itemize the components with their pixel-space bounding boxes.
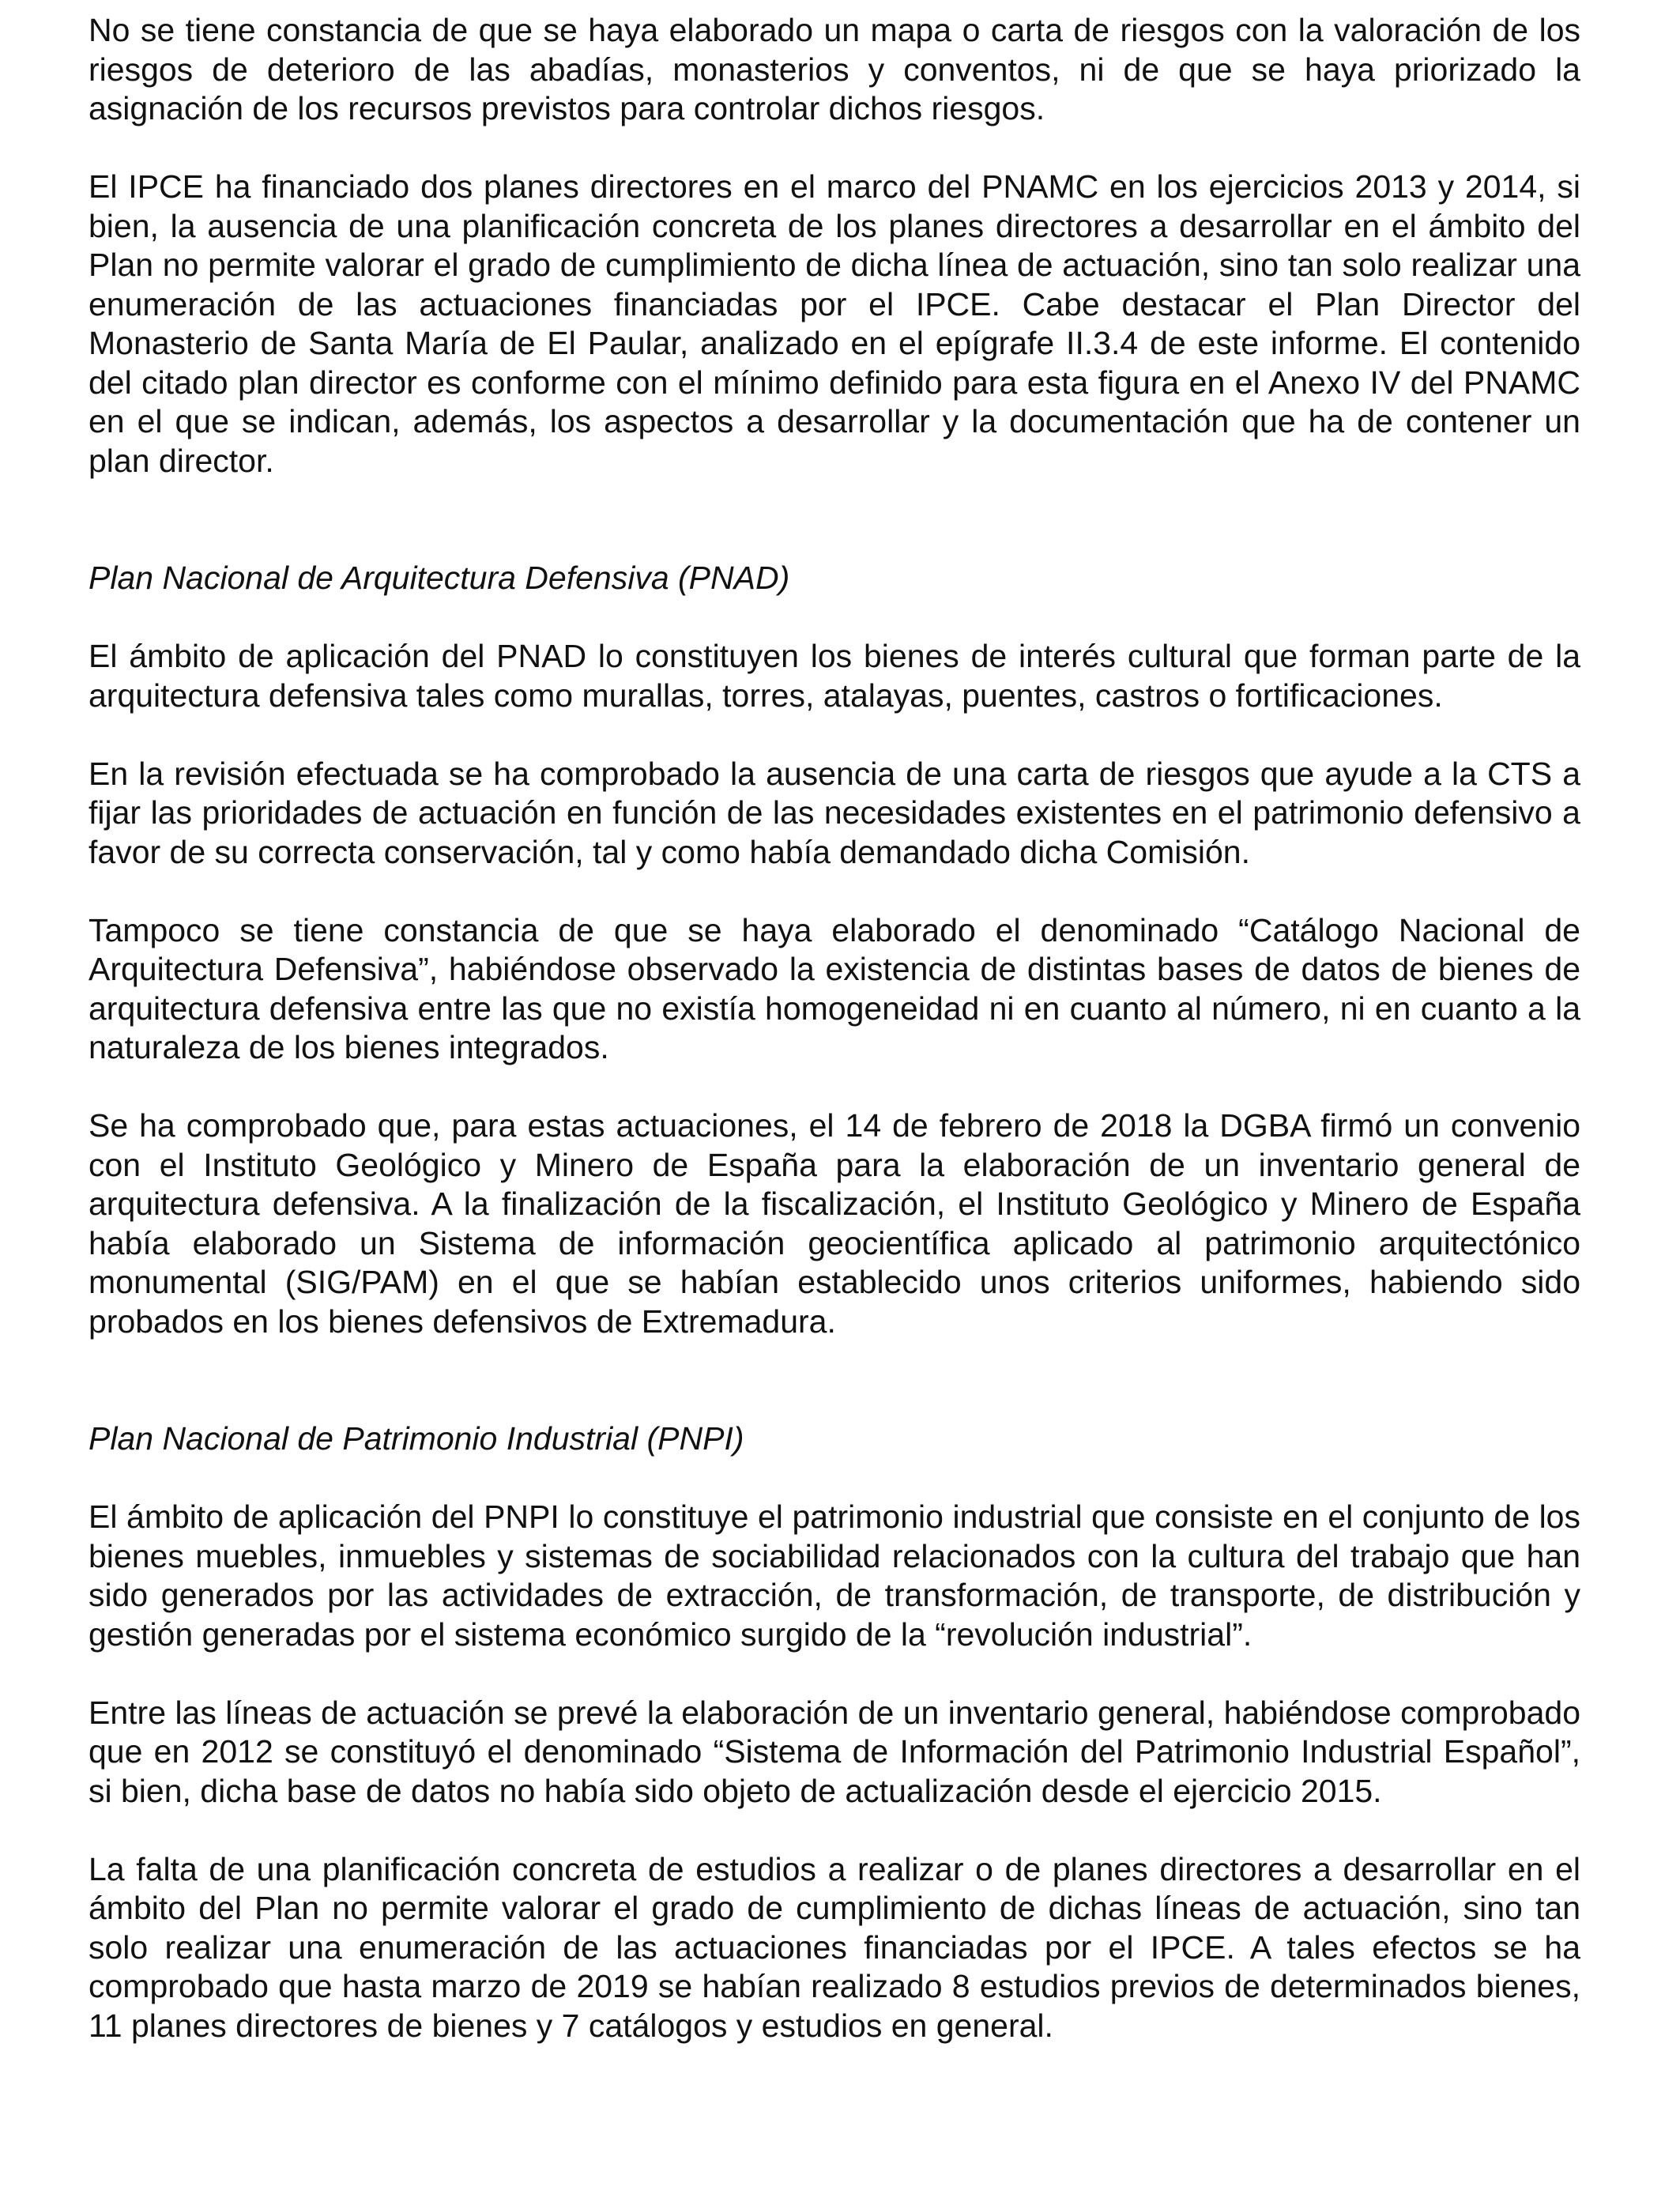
section-heading-pnad: Plan Nacional de Arquitectura Defensiva (PNAD) [89, 560, 790, 596]
paragraph-risk-map: No se tiene constancia de que se haya elaborado un mapa o carta de riesgos con la valoración de los riesgos de deterioro de las abadías, monasterios y conventos, ni de que se haya priorizado la asignación de los recursos previstos para controlar dichos riesgos. [89, 12, 1580, 126]
paragraph-pnpi-scope: El ámbito de aplicación del PNPI lo constituye el patrimonio industrial que consiste en el conjunto de los bienes muebles, inmuebles y sistemas de sociabilidad relacionados con la cultura del trabajo que han sido generados por las actividades de extracción, de transformación, de transporte, de distribución y gestión generadas por el sistema económico surgido de la “revolución industrial”. [89, 1498, 1580, 1653]
document-page [89, 11, 1580, 2045]
paragraph-ipce-plans: El IPCE ha financiado dos planes directores en el marco del PNAMC en los ejercicios 2013 y 2014, si bien, la ausencia de una planificación concreta de los planes directores a desarrollar en el ámbito del Plan no permite valorar el grado de cumplimiento de dicha línea de actuación, sino tan solo realizar una enumeración de las actuaciones financiadas por el IPCE. Cabe destacar el Plan Director del Monasterio de Santa María de El Paular, analizado en el epígrafe II.3.4 de este informe. El contenido del citado plan director es conforme con el mínimo definido para esta figura en el Anexo IV del PNAMC en el que se indican, además, los aspectos a desarrollar y la documentación que ha de contener un plan director. [89, 168, 1580, 479]
paragraph-pnad-scope: El ámbito de aplicación del PNAD lo constituyen los bienes de interés cultural que forman parte de la arquitectura defensiva tales como murallas, torres, atalayas, puentes, castros o fortificaciones. [89, 638, 1580, 714]
paragraph-pnad-catalog: Tampoco se tiene constancia de que se haya elaborado el denominado “Catálogo Nacional de Arquitectura Defensiva”, habiéndose observado la existencia de distintas bases de datos de bienes de arquitectura defensiva entre las que no existía homogeneidad ni en cuanto al número, ni en cuanto a la naturaleza de los bienes integrados. [89, 911, 1580, 1065]
paragraph-pnad-agreement: Se ha comprobado que, para estas actuaciones, el 14 de febrero de 2018 la DGBA firmó un convenio con el Instituto Geológico y Minero de España para la elaboración de un inventario general de arquitectura defensiva. A la finalización de la fiscalización, el Instituto Geológico y Minero de España había elaborado un Sistema de información geocientífica aplicado al patrimonio arquitectónico monumental (SIG/PAM) en el que se habían establecido unos criterios uniformes, habiendo sido probados en los bienes defensivos de Extremadura. [89, 1107, 1580, 1340]
paragraph-pnad-review: En la revisión efectuada se ha comprobado la ausencia de una carta de riesgos que ayude a la CTS a fijar las prioridades de actuación en función de las necesidades existentes en el patrimonio defensivo a favor de su correcta conservación, tal y como había demandado dicha Comisión. [89, 755, 1580, 870]
paragraph-pnpi-inventory: Entre las líneas de actuación se prevé la elaboración de un inventario general, habiéndose comprobado que en 2012 se constituyó el denominado “Sistema de Información del Patrimonio Industrial Español”, si bien, dicha base de datos no había sido objeto de actualización desde el ejercicio 2015. [89, 1694, 1580, 1809]
section-heading-pnpi: Plan Nacional de Patrimonio Industrial (PNPI) [89, 1420, 744, 1457]
paragraph-pnpi-planning: La falta de una planificación concreta de estudios a realizar o de planes directores a desarrollar en el ámbito del Plan no permite valorar el grado de cumplimiento de dichas líneas de actuación, sino tan solo realizar una enumeración de las actuaciones financiadas por el IPCE. A tales efectos se ha comprobado que hasta marzo de 2019 se habían realizado 8 estudios previos de determinados bienes, 11 planes directores de bienes y 7 catálogos y estudios en general. [89, 1850, 1580, 2044]
